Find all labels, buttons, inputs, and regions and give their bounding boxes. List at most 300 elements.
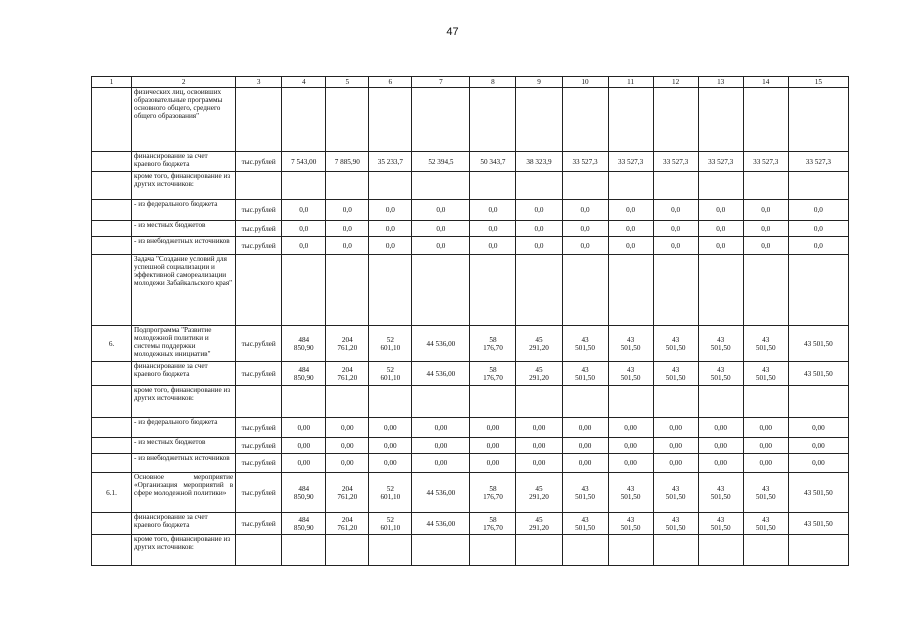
table-body bbox=[92, 77, 849, 566]
value-cell bbox=[470, 473, 516, 513]
unit-cell: тыс.рублей bbox=[236, 200, 282, 221]
value-cell bbox=[282, 362, 326, 386]
empty-cell bbox=[608, 386, 653, 418]
empty-cell bbox=[369, 172, 412, 200]
value-part: 52 bbox=[386, 335, 394, 344]
empty-cell bbox=[282, 88, 326, 152]
value-part: 43 bbox=[581, 484, 589, 493]
value-part: 484 bbox=[298, 484, 310, 493]
value-cell: 0,00 bbox=[788, 418, 848, 438]
value-part: 43 bbox=[626, 484, 635, 493]
empty-cell bbox=[470, 386, 516, 418]
value-cell bbox=[698, 326, 743, 362]
value-cell: 0,0 bbox=[369, 237, 412, 255]
value-cell: 0,00 bbox=[369, 438, 412, 454]
unit-cell: тыс.рублей bbox=[236, 221, 282, 237]
value-cell: 0,0 bbox=[743, 200, 788, 221]
value-cell bbox=[743, 473, 788, 513]
value-cell: 0,0 bbox=[326, 200, 369, 221]
value-cell bbox=[653, 326, 698, 362]
value-part: 52 bbox=[386, 515, 394, 524]
value-part: 204 bbox=[341, 335, 353, 344]
empty-cell bbox=[326, 535, 369, 566]
value-part: 43 bbox=[717, 484, 725, 493]
value-part: 43 bbox=[762, 484, 770, 493]
table-row bbox=[92, 88, 849, 152]
table-row bbox=[92, 237, 849, 255]
empty-cell bbox=[698, 535, 743, 566]
value-cell bbox=[698, 513, 743, 535]
empty-cell bbox=[698, 88, 743, 152]
empty-cell bbox=[470, 255, 516, 326]
value-cell: 33 527,3 bbox=[608, 152, 653, 172]
empty-cell bbox=[326, 88, 369, 152]
empty-cell bbox=[516, 88, 562, 152]
value-cell bbox=[743, 362, 788, 386]
value-part: 43 bbox=[581, 365, 589, 374]
empty-cell bbox=[653, 386, 698, 418]
empty-cell bbox=[608, 535, 653, 566]
table-row bbox=[92, 362, 849, 386]
empty-cell bbox=[282, 386, 326, 418]
row-name-cell: - из федерального бюджета bbox=[132, 418, 236, 438]
value-cell: 0,00 bbox=[369, 418, 412, 438]
row-number-cell: 6. bbox=[92, 326, 132, 362]
value-cell: 0,0 bbox=[562, 221, 608, 237]
empty-cell bbox=[788, 172, 848, 200]
value-cell: 0,00 bbox=[743, 418, 788, 438]
value-cell: 44 536,00 bbox=[412, 326, 470, 362]
value-part: 761,20 bbox=[337, 343, 358, 352]
empty-cell bbox=[326, 172, 369, 200]
empty-cell bbox=[282, 172, 326, 200]
row-name-cell: - из федерального бюджета bbox=[132, 200, 236, 221]
empty-cell bbox=[236, 386, 282, 418]
value-cell: 7 885,90 bbox=[326, 152, 369, 172]
empty-cell bbox=[516, 386, 562, 418]
header-cell: 2 bbox=[132, 77, 236, 88]
value-cell bbox=[326, 473, 369, 513]
value-part: 501,50 bbox=[665, 492, 686, 501]
value-part: 484 bbox=[298, 335, 310, 344]
row-number-cell: 6.1. bbox=[92, 473, 132, 513]
value-part: 761,20 bbox=[337, 492, 358, 501]
table-row bbox=[92, 255, 849, 326]
value-cell bbox=[516, 473, 562, 513]
value-part: 43 bbox=[672, 335, 680, 344]
header-cell: 12 bbox=[653, 77, 698, 88]
header-cell: 3 bbox=[236, 77, 282, 88]
row-number-cell bbox=[92, 152, 132, 172]
value-cell: 0,00 bbox=[608, 438, 653, 454]
value-cell: 33 527,3 bbox=[743, 152, 788, 172]
value-cell bbox=[698, 362, 743, 386]
value-cell: 0,0 bbox=[653, 237, 698, 255]
value-cell: 0,0 bbox=[698, 200, 743, 221]
row-name-cell: - из внебюджетных источников bbox=[132, 237, 236, 255]
unit-cell: тыс.рублей bbox=[236, 513, 282, 535]
value-part: 601,10 bbox=[380, 492, 401, 501]
value-part: 291,20 bbox=[529, 523, 549, 532]
value-cell: 0,0 bbox=[326, 221, 369, 237]
value-part: 501,50 bbox=[575, 373, 595, 382]
unit-cell: тыс.рублей bbox=[236, 418, 282, 438]
value-cell bbox=[470, 326, 516, 362]
value-cell: 0,00 bbox=[788, 438, 848, 454]
value-cell bbox=[282, 473, 326, 513]
row-number-cell bbox=[92, 255, 132, 326]
value-part: 58 bbox=[489, 484, 497, 493]
value-part: 761,20 bbox=[337, 523, 358, 532]
value-part: 43 bbox=[717, 335, 725, 344]
value-cell: 0,0 bbox=[412, 200, 470, 221]
value-part: 43 bbox=[626, 365, 635, 374]
row-name-cell: Основное мероприятие «Организация мероприятий в сфере молодежной политики» bbox=[132, 473, 236, 513]
value-cell: 33 527,3 bbox=[562, 152, 608, 172]
value-cell: 0,00 bbox=[516, 438, 562, 454]
value-cell: 0,00 bbox=[653, 438, 698, 454]
value-cell: 0,0 bbox=[412, 221, 470, 237]
value-cell: 43 501,50 bbox=[788, 362, 848, 386]
value-cell bbox=[562, 326, 608, 362]
value-cell: 0,00 bbox=[470, 438, 516, 454]
value-cell: 0,0 bbox=[743, 221, 788, 237]
value-cell: 0,00 bbox=[608, 418, 653, 438]
value-cell bbox=[369, 326, 412, 362]
unit-cell: тыс.рублей bbox=[236, 326, 282, 362]
row-number-cell bbox=[92, 88, 132, 152]
table-row bbox=[92, 152, 849, 172]
empty-cell bbox=[516, 255, 562, 326]
empty-cell bbox=[743, 255, 788, 326]
value-cell: 0,00 bbox=[369, 454, 412, 473]
value-cell: 0,0 bbox=[470, 221, 516, 237]
empty-cell bbox=[698, 255, 743, 326]
value-cell: 0,0 bbox=[698, 221, 743, 237]
value-cell bbox=[562, 513, 608, 535]
value-part: 501,50 bbox=[710, 523, 731, 532]
empty-cell bbox=[516, 535, 562, 566]
row-name-cell: Подпрограмма "Развитие молодежной политики и системы поддержки молодежных инициатив" bbox=[132, 326, 236, 362]
empty-cell bbox=[412, 535, 470, 566]
value-cell bbox=[282, 326, 326, 362]
value-cell: 0,0 bbox=[282, 221, 326, 237]
value-cell bbox=[608, 326, 653, 362]
value-cell bbox=[516, 326, 562, 362]
empty-cell bbox=[562, 255, 608, 326]
value-cell: 43 501,50 bbox=[788, 326, 848, 362]
empty-cell bbox=[412, 386, 470, 418]
empty-cell bbox=[562, 386, 608, 418]
row-name-cell: - из местных бюджетов bbox=[132, 221, 236, 237]
value-part: 484 bbox=[298, 365, 310, 374]
value-part: 43 bbox=[717, 365, 725, 374]
value-part: 601,10 bbox=[380, 523, 401, 532]
value-part: 501,50 bbox=[575, 492, 595, 501]
empty-cell bbox=[653, 255, 698, 326]
row-number-cell bbox=[92, 221, 132, 237]
value-cell: 0,0 bbox=[653, 221, 698, 237]
value-cell: 44 536,00 bbox=[412, 362, 470, 386]
header-cell: 4 bbox=[282, 77, 326, 88]
value-part: 501,50 bbox=[575, 523, 595, 532]
empty-cell bbox=[326, 255, 369, 326]
value-cell: 35 233,7 bbox=[369, 152, 412, 172]
value-cell: 0,00 bbox=[653, 418, 698, 438]
value-cell bbox=[470, 513, 516, 535]
empty-cell bbox=[698, 172, 743, 200]
value-cell: 0,0 bbox=[608, 200, 653, 221]
table-row bbox=[92, 473, 849, 513]
value-part: 43 bbox=[762, 515, 770, 524]
empty-cell bbox=[369, 386, 412, 418]
value-part: 501,50 bbox=[620, 492, 641, 501]
value-part: 501,50 bbox=[665, 523, 686, 532]
empty-cell bbox=[369, 535, 412, 566]
value-cell: 0,00 bbox=[412, 418, 470, 438]
value-part: 501,50 bbox=[665, 343, 686, 352]
table-row bbox=[92, 438, 849, 454]
value-cell: 0,00 bbox=[282, 454, 326, 473]
value-part: 45 bbox=[535, 515, 543, 524]
empty-cell bbox=[236, 88, 282, 152]
empty-cell bbox=[743, 386, 788, 418]
table-row bbox=[92, 454, 849, 473]
row-name-cell: - из местных бюджетов bbox=[132, 438, 236, 454]
empty-cell bbox=[788, 88, 848, 152]
row-number-cell bbox=[92, 535, 132, 566]
empty-cell bbox=[653, 172, 698, 200]
value-part: 43 bbox=[717, 515, 725, 524]
value-part: 291,20 bbox=[529, 373, 549, 382]
value-cell: 0,0 bbox=[326, 237, 369, 255]
empty-cell bbox=[608, 255, 653, 326]
row-number-cell bbox=[92, 438, 132, 454]
value-part: 176,70 bbox=[483, 343, 503, 352]
table-row bbox=[92, 200, 849, 221]
unit-cell: тыс.рублей bbox=[236, 152, 282, 172]
value-cell: 0,0 bbox=[470, 237, 516, 255]
value-cell: 0,0 bbox=[608, 221, 653, 237]
value-cell: 43 501,50 bbox=[788, 473, 848, 513]
value-cell bbox=[743, 513, 788, 535]
empty-cell bbox=[743, 535, 788, 566]
value-cell: 0,00 bbox=[562, 438, 608, 454]
value-cell: 44 536,00 bbox=[412, 473, 470, 513]
empty-cell bbox=[788, 535, 848, 566]
empty-cell bbox=[788, 255, 848, 326]
row-number-cell bbox=[92, 200, 132, 221]
empty-cell bbox=[743, 172, 788, 200]
header-cell: 14 bbox=[743, 77, 788, 88]
empty-cell bbox=[608, 172, 653, 200]
value-cell: 0,00 bbox=[326, 438, 369, 454]
value-cell bbox=[608, 362, 653, 386]
header-cell: 13 bbox=[698, 77, 743, 88]
value-part: 501,50 bbox=[710, 373, 731, 382]
value-cell bbox=[470, 362, 516, 386]
value-cell: 52 394,5 bbox=[412, 152, 470, 172]
value-cell: 0,00 bbox=[282, 438, 326, 454]
value-cell: 0,00 bbox=[326, 454, 369, 473]
value-cell: 50 343,7 bbox=[470, 152, 516, 172]
empty-cell bbox=[369, 88, 412, 152]
value-cell: 0,0 bbox=[562, 237, 608, 255]
value-cell bbox=[516, 362, 562, 386]
value-part: 43 bbox=[672, 484, 680, 493]
value-cell: 0,0 bbox=[282, 200, 326, 221]
value-cell bbox=[516, 513, 562, 535]
value-cell: 33 527,3 bbox=[653, 152, 698, 172]
table-row bbox=[92, 418, 849, 438]
value-part: 43 bbox=[762, 365, 770, 374]
value-cell: 0,0 bbox=[470, 200, 516, 221]
value-part: 58 bbox=[489, 365, 497, 374]
empty-cell bbox=[412, 255, 470, 326]
value-cell: 0,0 bbox=[788, 200, 848, 221]
value-part: 176,70 bbox=[483, 492, 503, 501]
page-number: 47 bbox=[446, 26, 459, 38]
value-cell: 0,0 bbox=[516, 237, 562, 255]
value-part: 45 bbox=[535, 365, 543, 374]
value-part: 52 bbox=[386, 365, 394, 374]
value-part: 850,90 bbox=[293, 492, 314, 501]
value-part: 601,10 bbox=[380, 373, 401, 382]
value-part: 291,20 bbox=[529, 492, 549, 501]
table-row bbox=[92, 535, 849, 566]
value-part: 501,50 bbox=[755, 343, 776, 352]
value-cell: 0,00 bbox=[698, 454, 743, 473]
value-part: 501,50 bbox=[575, 343, 595, 352]
value-part: 58 bbox=[489, 515, 497, 524]
value-cell: 0,0 bbox=[369, 221, 412, 237]
value-cell: 0,00 bbox=[516, 418, 562, 438]
table-row bbox=[92, 221, 849, 237]
value-part: 501,50 bbox=[665, 373, 686, 382]
row-number-cell bbox=[92, 418, 132, 438]
value-cell: 0,00 bbox=[698, 438, 743, 454]
value-cell: 44 536,00 bbox=[412, 513, 470, 535]
empty-cell bbox=[562, 535, 608, 566]
unit-cell: тыс.рублей bbox=[236, 454, 282, 473]
value-part: 850,90 bbox=[293, 343, 314, 352]
header-cell: 1 bbox=[92, 77, 132, 88]
header-cell: 15 bbox=[788, 77, 848, 88]
row-number-cell bbox=[92, 172, 132, 200]
value-cell: 0,00 bbox=[470, 418, 516, 438]
row-number-cell bbox=[92, 386, 132, 418]
empty-cell bbox=[236, 255, 282, 326]
value-part: 176,70 bbox=[483, 373, 503, 382]
value-cell: 0,00 bbox=[653, 454, 698, 473]
header-cell: 7 bbox=[412, 77, 470, 88]
row-number-cell bbox=[92, 237, 132, 255]
value-cell: 0,0 bbox=[412, 237, 470, 255]
empty-cell bbox=[470, 172, 516, 200]
table-row bbox=[92, 326, 849, 362]
value-cell: 0,0 bbox=[516, 200, 562, 221]
empty-cell bbox=[653, 88, 698, 152]
row-name-cell: финансирование за счет краевого бюджета bbox=[132, 362, 236, 386]
table-row bbox=[92, 172, 849, 200]
value-part: 601,10 bbox=[380, 343, 401, 352]
value-cell: 7 543,00 bbox=[282, 152, 326, 172]
row-number-cell bbox=[92, 454, 132, 473]
header-cell: 8 bbox=[470, 77, 516, 88]
value-cell: 0,0 bbox=[698, 237, 743, 255]
empty-cell bbox=[412, 88, 470, 152]
value-part: 43 bbox=[581, 335, 589, 344]
value-part: 501,50 bbox=[755, 523, 776, 532]
empty-cell bbox=[608, 88, 653, 152]
empty-cell bbox=[516, 172, 562, 200]
empty-cell bbox=[236, 172, 282, 200]
value-part: 204 bbox=[341, 365, 353, 374]
value-part: 204 bbox=[341, 515, 353, 524]
value-part: 45 bbox=[535, 335, 543, 344]
value-part: 761,20 bbox=[337, 373, 358, 382]
empty-cell bbox=[470, 535, 516, 566]
value-cell: 0,00 bbox=[412, 438, 470, 454]
empty-cell bbox=[236, 535, 282, 566]
value-cell: 0,00 bbox=[562, 454, 608, 473]
value-cell: 33 527,3 bbox=[788, 152, 848, 172]
value-cell: 0,00 bbox=[743, 438, 788, 454]
value-part: 43 bbox=[581, 515, 589, 524]
empty-cell bbox=[788, 386, 848, 418]
table-row bbox=[92, 513, 849, 535]
row-name-cell: - из внебюджетных источников bbox=[132, 454, 236, 473]
value-cell: 0,0 bbox=[653, 200, 698, 221]
row-number-cell bbox=[92, 513, 132, 535]
value-cell bbox=[608, 473, 653, 513]
value-cell bbox=[743, 326, 788, 362]
empty-cell bbox=[282, 535, 326, 566]
row-name-cell: кроме того, финансирование из других источников: bbox=[132, 386, 236, 418]
table-row bbox=[92, 386, 849, 418]
value-cell: 0,00 bbox=[562, 418, 608, 438]
header-cell: 10 bbox=[562, 77, 608, 88]
unit-cell: тыс.рублей bbox=[236, 237, 282, 255]
value-part: 43 bbox=[672, 515, 680, 524]
value-cell: 0,0 bbox=[608, 237, 653, 255]
value-cell bbox=[369, 513, 412, 535]
empty-cell bbox=[369, 255, 412, 326]
value-part: 43 bbox=[626, 515, 635, 524]
header-cell: 9 bbox=[516, 77, 562, 88]
value-part: 43 bbox=[672, 365, 680, 374]
value-cell: 0,0 bbox=[788, 221, 848, 237]
value-cell bbox=[562, 362, 608, 386]
value-cell: 0,0 bbox=[562, 200, 608, 221]
value-cell bbox=[653, 362, 698, 386]
value-part: 501,50 bbox=[620, 343, 641, 352]
value-cell: 0,00 bbox=[608, 454, 653, 473]
budget-table bbox=[91, 76, 849, 566]
value-cell: 0,00 bbox=[788, 454, 848, 473]
value-part: 43 bbox=[762, 335, 770, 344]
value-cell: 0,00 bbox=[743, 454, 788, 473]
value-part: 58 bbox=[489, 335, 497, 344]
empty-cell bbox=[470, 88, 516, 152]
value-part: 484 bbox=[298, 515, 310, 524]
value-part: 501,50 bbox=[710, 492, 731, 501]
header-cell: 11 bbox=[608, 77, 653, 88]
value-cell bbox=[653, 513, 698, 535]
row-name-cell: финансирование за счет краевого бюджета bbox=[132, 152, 236, 172]
value-cell: 0,00 bbox=[470, 454, 516, 473]
empty-cell bbox=[562, 88, 608, 152]
